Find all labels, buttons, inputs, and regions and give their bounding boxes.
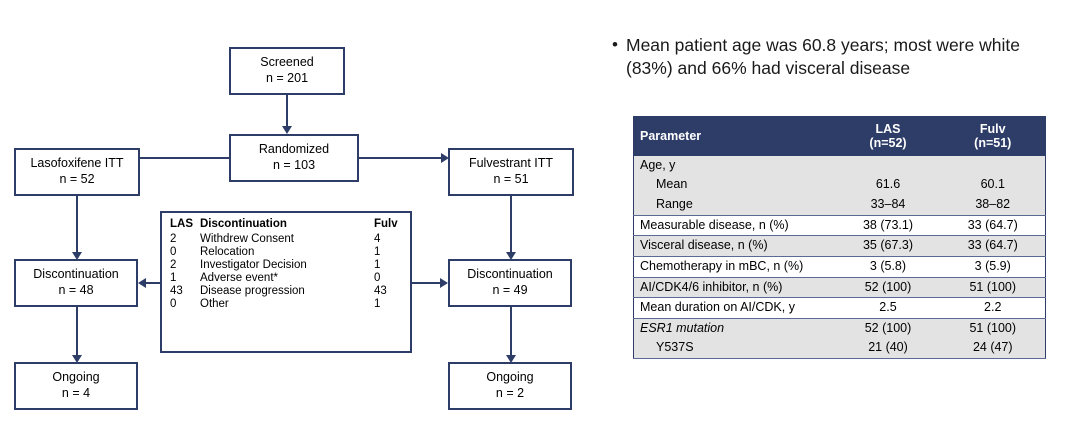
row-param-label: ESR1 mutation <box>640 320 725 335</box>
connector-fulv-itt-disc <box>510 196 512 254</box>
arrow-detail-las <box>138 278 146 288</box>
row-param <box>634 175 836 195</box>
table-row <box>170 271 402 284</box>
flow-box-fulvestrant-itt <box>448 148 574 196</box>
table-row <box>634 215 1046 236</box>
flow-box-fulv-discontinuation <box>448 259 572 307</box>
flow-box-randomized-count: n = 103 <box>272 158 316 172</box>
flow-box-las-discontinuation-label: Discontinuation <box>33 267 119 282</box>
table-row <box>170 232 402 245</box>
bullet-item <box>612 34 1064 80</box>
table-row <box>634 195 1046 215</box>
table-row <box>634 338 1046 358</box>
flow-box-fulv-discontinuation-label: Discontinuation <box>467 267 553 282</box>
row-param-label: Mean <box>656 177 688 192</box>
baseline-characteristics-table-wrap <box>633 116 1045 359</box>
row-fulv: 24 (47) <box>941 338 1046 358</box>
disc-las-value: 0 <box>170 245 177 258</box>
row-param <box>634 195 836 215</box>
disc-las-value: 2 <box>170 232 177 245</box>
disc-fulv-value: 1 <box>374 245 381 258</box>
flow-box-fulvestrant-itt-label: Fulvestrant ITT <box>468 156 554 171</box>
flow-box-fulv-ongoing <box>448 362 572 410</box>
table-row <box>634 318 1046 338</box>
row-param: AI/CDK4/6 inhibitor, n (%) <box>634 277 836 298</box>
flow-box-las-discontinuation <box>14 259 138 307</box>
flow-box-las-discontinuation-count: n = 48 <box>58 283 94 297</box>
row-fulv: 2.2 <box>941 298 1046 319</box>
disc-las-value: 0 <box>170 297 177 310</box>
row-param: Mean duration on AI/CDK, y <box>634 298 836 319</box>
row-fulv: 33 (64.7) <box>941 236 1046 257</box>
flow-box-screened <box>229 47 345 95</box>
row-las: 35 (67.3) <box>836 236 941 257</box>
col-header-fulv <box>941 117 1046 156</box>
disc-fulv-value: 43 <box>374 284 387 297</box>
col-header-fulv-line1: Fulv <box>979 122 1006 136</box>
table-row <box>634 256 1046 277</box>
row-param <box>634 338 836 358</box>
row-las: 52 (100) <box>836 277 941 298</box>
connector-las-itt-disc <box>76 196 78 254</box>
flow-box-fulv-ongoing-count: n = 2 <box>495 386 525 400</box>
flow-box-fulvestrant-itt-count: n = 51 <box>493 172 529 186</box>
disc-las-value: 1 <box>170 271 177 284</box>
row-las: 52 (100) <box>836 318 941 338</box>
arrow-screened-randomized <box>282 126 292 134</box>
flow-box-las-ongoing <box>14 362 138 410</box>
row-param: Visceral disease, n (%) <box>634 236 836 257</box>
disc-fulv-value: 4 <box>374 232 381 245</box>
disc-reason-label: Relocation <box>200 245 255 258</box>
table-row <box>634 277 1046 298</box>
row-param: Measurable disease, n (%) <box>634 215 836 236</box>
disc-fulv-value: 1 <box>374 297 381 310</box>
discontinuation-detail-body <box>170 232 402 310</box>
row-param-label: Range <box>656 197 693 211</box>
table-row <box>170 245 402 258</box>
table-row <box>634 298 1046 319</box>
flow-box-screened-label: Screened <box>260 55 314 70</box>
flow-box-las-ongoing-label: Ongoing <box>52 370 100 385</box>
row-param <box>634 318 836 338</box>
disc-las-value: 43 <box>170 284 183 297</box>
row-fulv: 51 (100) <box>941 318 1046 338</box>
baseline-characteristics-body <box>634 156 1046 359</box>
row-fulv <box>941 156 1046 176</box>
flow-box-las-ongoing-count: n = 4 <box>61 386 91 400</box>
row-las: 33–84 <box>836 195 941 215</box>
connector-screened-randomized <box>286 95 288 128</box>
col-header-fulv-line2: (n=51) <box>974 136 1012 151</box>
discontinuation-detail-table <box>170 218 402 310</box>
flow-box-fulv-ongoing-label: Ongoing <box>486 370 534 385</box>
table-row <box>170 284 402 297</box>
row-las: 3 (5.8) <box>836 256 941 277</box>
arrow-detail-fulv <box>440 278 448 288</box>
summary-bullet-block <box>612 34 1064 80</box>
disc-header-las: LAS <box>170 218 193 230</box>
row-fulv: 33 (64.7) <box>941 215 1046 236</box>
discontinuation-detail-box <box>160 211 412 353</box>
disc-reason-label: Other <box>200 297 229 310</box>
disc-reason-label: Disease progression <box>200 284 305 297</box>
disc-reason-label: Investigator Decision <box>200 258 307 271</box>
discontinuation-detail-header-row <box>170 218 402 232</box>
row-fulv: 60.1 <box>941 175 1046 195</box>
col-header-parameter: Parameter <box>634 117 836 156</box>
connector-fulv-disc-ongoing <box>510 307 512 357</box>
row-param: Chemotherapy in mBC, n (%) <box>634 256 836 277</box>
flow-box-fulv-discontinuation-count: n = 49 <box>492 283 528 297</box>
table-row <box>170 258 402 271</box>
row-fulv: 51 (100) <box>941 277 1046 298</box>
flow-box-lasofoxifene-itt-label: Lasofoxifene ITT <box>30 156 124 171</box>
baseline-characteristics-table <box>633 116 1046 359</box>
row-param: Age, y <box>634 156 836 176</box>
disc-fulv-value: 1 <box>374 258 381 271</box>
col-header-las-line2: (n=52) <box>869 136 907 151</box>
disc-fulv-value: 0 <box>374 271 381 284</box>
row-las: 61.6 <box>836 175 941 195</box>
table-header-row <box>634 117 1046 156</box>
col-header-las-line1: LAS <box>875 122 901 136</box>
row-las: 38 (73.1) <box>836 215 941 236</box>
row-fulv: 38–82 <box>941 195 1046 215</box>
connector-randomized-fulv <box>357 157 443 159</box>
flow-box-screened-count: n = 201 <box>265 71 309 85</box>
disc-reason-label: Adverse event* <box>200 271 278 284</box>
disc-header-reason: Discontinuation <box>200 218 287 230</box>
connector-detail-fulv <box>412 282 442 284</box>
col-header-las <box>836 117 941 156</box>
flow-box-lasofoxifene-itt-count: n = 52 <box>59 172 95 186</box>
row-fulv: 3 (5.9) <box>941 256 1046 277</box>
disc-reason-label: Withdrew Consent <box>200 232 294 245</box>
flow-box-lasofoxifene-itt <box>14 148 140 196</box>
table-row <box>170 297 402 310</box>
row-las: 21 (40) <box>836 338 941 358</box>
table-row <box>634 175 1046 195</box>
table-row <box>634 236 1046 257</box>
disc-header-fulv: Fulv <box>374 218 398 230</box>
row-las <box>836 156 941 176</box>
row-param-label: Y537S <box>656 340 694 355</box>
bullet-dot-icon: • <box>612 35 618 54</box>
bullet-text: Mean patient age was 60.8 years; most were white (83%) and 66% had visceral disease <box>626 35 1020 79</box>
disc-las-value: 2 <box>170 258 177 271</box>
row-las: 2.5 <box>836 298 941 319</box>
table-row <box>634 156 1046 176</box>
connector-las-disc-ongoing <box>76 307 78 357</box>
flow-box-randomized <box>229 134 359 182</box>
flow-box-randomized-label: Randomized <box>258 142 330 157</box>
